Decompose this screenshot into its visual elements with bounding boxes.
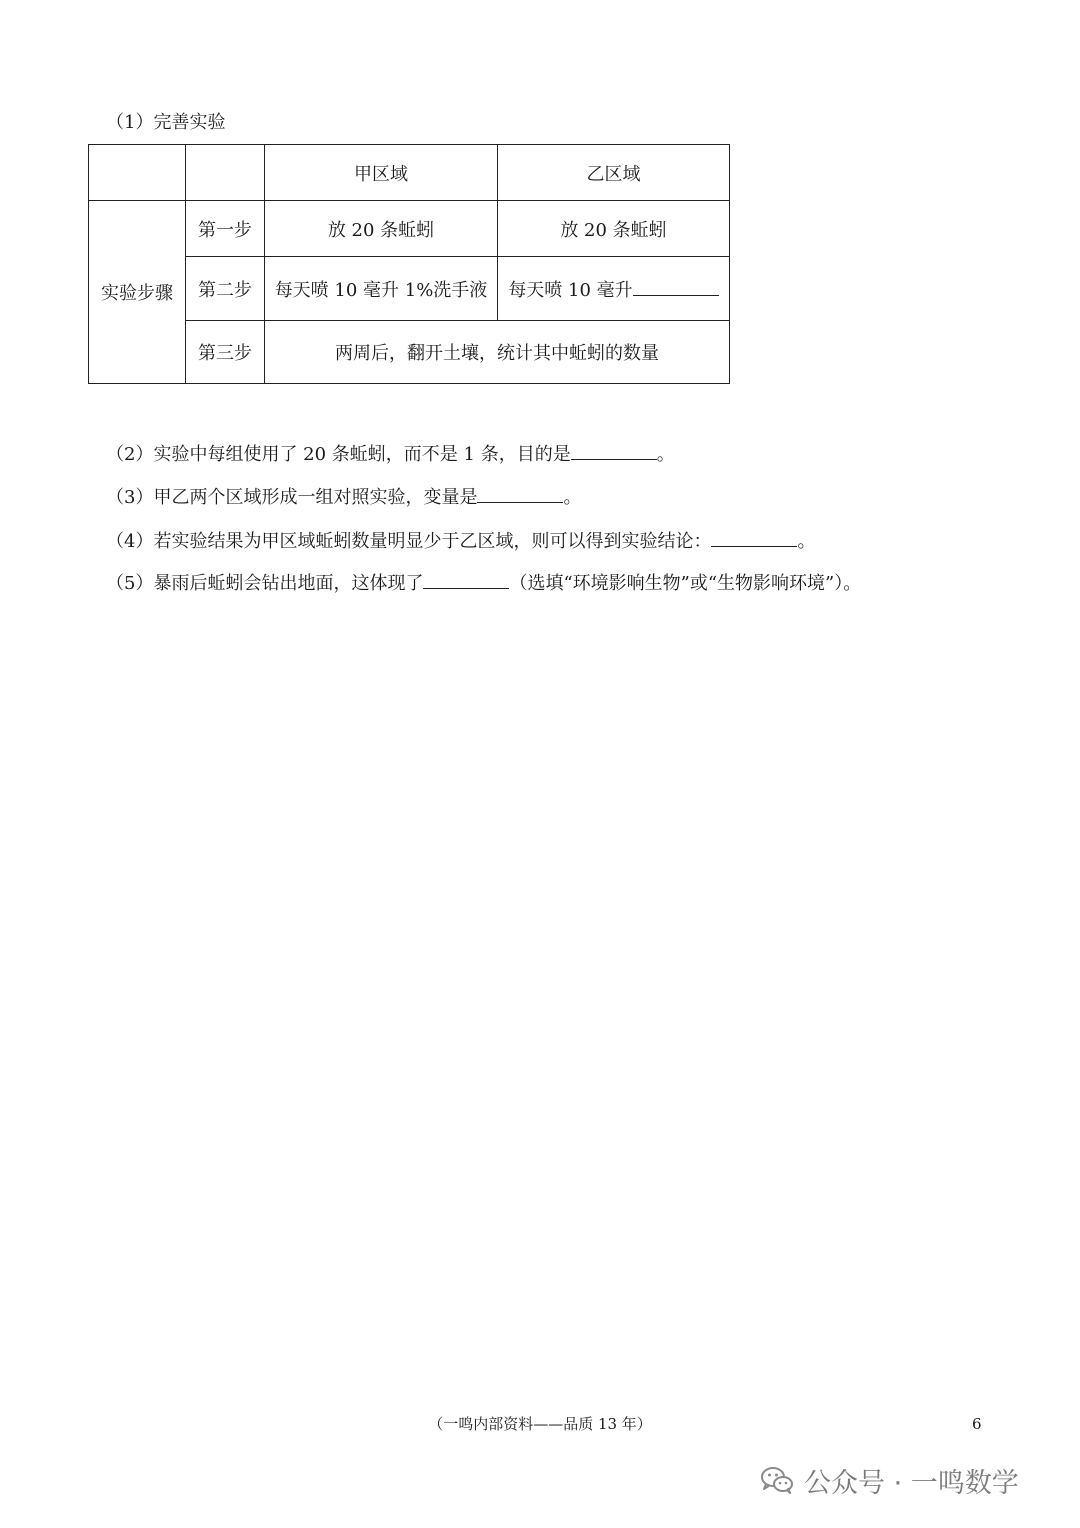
page-footer: （一鸣内部资料——品质 13 年） — [428, 1415, 652, 1433]
step1-label: 第一步 — [186, 201, 265, 257]
answer-blank — [633, 279, 719, 296]
page-number: 6 — [972, 1415, 982, 1433]
header-region-a: 甲区域 — [265, 145, 498, 201]
wechat-icon — [760, 1465, 794, 1495]
question-3-end: 。 — [563, 487, 582, 508]
step3-text: 两周后，翻开土壤，统计其中蚯蚓的数量 — [265, 321, 730, 384]
answer-blank — [477, 486, 563, 503]
question-2 — [106, 443, 675, 467]
table-header-row — [89, 145, 730, 201]
step2-label: 第二步 — [186, 257, 265, 321]
watermark-text: 公众号 · 一鸣数学 — [804, 1467, 1019, 1499]
step3-label: 第三步 — [186, 321, 265, 384]
step2-region-a: 每天喷 10 毫升 1%洗手液 — [265, 257, 498, 321]
step2-region-b-cell — [498, 257, 730, 321]
question-5-end: （选填“环境影响生物”或“生物影响环境”）。 — [509, 573, 862, 594]
section-heading: （1）完善实验 — [106, 112, 226, 133]
answer-blank — [571, 443, 657, 460]
answer-blank — [711, 530, 797, 547]
question-4-end: 。 — [797, 531, 816, 552]
question-5-text: （5）暴雨后蚯蚓会钻出地面，这体现了 — [106, 573, 424, 594]
table-row-step3 — [89, 321, 730, 384]
question-2-text: （2）实验中每组使用了 20 条蚯蚓，而不是 1 条，目的是 — [106, 444, 571, 465]
row-group-label: 实验步骤 — [89, 201, 186, 384]
question-4 — [106, 530, 815, 554]
question-2-end: 。 — [656, 444, 675, 465]
table-row-step2 — [89, 257, 730, 321]
question-4-text: （4）若实验结果为甲区域蚯蚓数量明显少于乙区域，则可以得到实验结论： — [106, 531, 712, 552]
header-region-b: 乙区域 — [498, 145, 730, 201]
step1-region-b: 放 20 条蚯蚓 — [498, 201, 730, 257]
question-3-text: （3）甲乙两个区域形成一组对照实验，变量是 — [106, 487, 478, 508]
question-3 — [106, 486, 581, 510]
step2-region-b: 每天喷 10 毫升 — [508, 279, 633, 301]
table-corner-cell — [89, 145, 186, 201]
experiment-table — [88, 144, 730, 384]
watermark — [760, 1460, 1019, 1500]
table-row-step1 — [89, 201, 730, 257]
step1-region-a: 放 20 条蚯蚓 — [265, 201, 498, 257]
question-5 — [106, 572, 861, 596]
table-corner-cell-2 — [186, 145, 265, 201]
answer-blank — [423, 572, 509, 589]
